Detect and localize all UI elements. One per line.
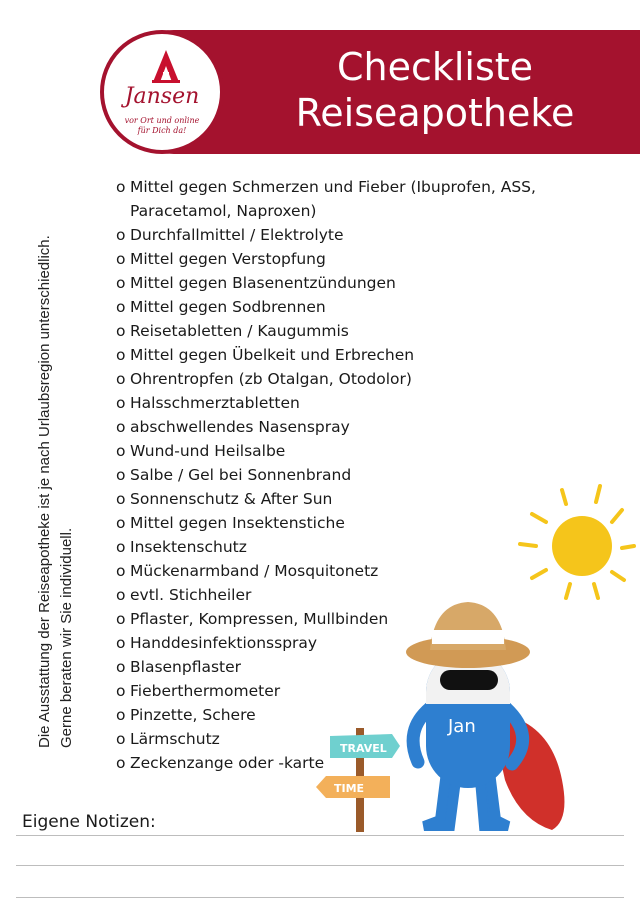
checklist-item[interactable]: [116, 439, 536, 463]
checkbox-icon[interactable]: o: [116, 322, 126, 340]
checklist-item-label: Halsschmerztabletten: [130, 394, 300, 412]
checklist-item[interactable]: [116, 271, 536, 295]
checkbox-icon[interactable]: o: [116, 658, 126, 676]
checkbox-icon[interactable]: o: [116, 610, 126, 628]
checkbox-icon[interactable]: o: [116, 418, 126, 436]
checkbox-icon[interactable]: o: [116, 370, 126, 388]
logo-name: Jansen: [124, 84, 200, 109]
checkbox-icon[interactable]: o: [116, 754, 126, 772]
checklist-item[interactable]: [116, 391, 536, 415]
checklist-item-label: Insektenschutz: [130, 538, 247, 556]
notes-line-1[interactable]: [16, 835, 624, 836]
checklist-item-label: Handdesinfektionsspray: [130, 634, 318, 652]
checklist-item-label: Mittel gegen Schmerzen und Fieber (Ibuprofen, ASS,: [130, 178, 536, 196]
notes-label: Eigene Notizen:: [22, 812, 156, 832]
side-note-line-2: Gerne beraten wir Sie individuell.: [58, 527, 75, 748]
checklist-item-label: Lärmschutz: [130, 730, 220, 748]
checklist-item-continuation: Paracetamol, Naproxen): [130, 202, 317, 220]
checkbox-icon[interactable]: o: [116, 706, 126, 724]
checkbox-icon[interactable]: o: [116, 634, 126, 652]
checkbox-icon[interactable]: o: [116, 298, 126, 316]
checklist-item[interactable]: [116, 343, 536, 367]
pharmacy-a-icon: [152, 48, 180, 84]
checklist-item-label: Wund-und Heilsalbe: [130, 442, 286, 460]
checklist-item[interactable]: [116, 367, 536, 391]
sun-disc: [552, 516, 612, 576]
checkbox-icon[interactable]: o: [116, 490, 126, 508]
checklist-item[interactable]: [116, 175, 536, 199]
checklist-item-label: Mittel gegen Übelkeit und Erbrechen: [130, 346, 415, 364]
checklist-item-label: Mittel gegen Insektenstiche: [130, 514, 345, 532]
pharmacy-logo: [100, 30, 224, 154]
title-line-2: Reiseapotheke: [295, 91, 575, 135]
checklist-item-label: abschwellendes Nasenspray: [130, 418, 350, 436]
checkbox-icon[interactable]: o: [116, 442, 126, 460]
checklist-item-label: Mittel gegen Verstopfung: [130, 250, 326, 268]
checklist-item-label: Reisetabletten / Kaugummis: [130, 322, 349, 340]
checkbox-icon[interactable]: o: [116, 178, 126, 196]
checkbox-icon[interactable]: o: [116, 682, 126, 700]
checklist-item-label: Blasenpflaster: [130, 658, 242, 676]
checkbox-icon[interactable]: o: [116, 562, 126, 580]
checkbox-icon[interactable]: o: [116, 226, 126, 244]
checklist-item-label: Fieberthermometer: [130, 682, 281, 700]
title-line-1: Checkliste: [336, 45, 534, 89]
pill-label: Jan: [448, 716, 476, 737]
sign-travel: TRAVEL: [340, 742, 387, 755]
sign-time: TIME: [334, 782, 365, 795]
checklist-item-label: Mittel gegen Blasenentzündungen: [130, 274, 396, 292]
checkbox-icon[interactable]: o: [116, 394, 126, 412]
checklist-item-label: Mittel gegen Sodbrennen: [130, 298, 326, 316]
checkbox-icon[interactable]: o: [116, 538, 126, 556]
logo-tagline-line-1: vor Ort und online: [124, 116, 200, 125]
logo-tagline: [104, 116, 220, 136]
checkbox-icon[interactable]: o: [116, 250, 126, 268]
checklist-item[interactable]: [116, 247, 536, 271]
checklist-item[interactable]: [116, 295, 536, 319]
mascot-illustration: [300, 480, 640, 840]
checklist-item[interactable]: [116, 319, 536, 343]
checkbox-icon[interactable]: o: [116, 346, 126, 364]
checklist-item-label: Ohrentropfen (zb Otalgan, Otodolor): [130, 370, 412, 388]
checklist-item-label: Salbe / Gel bei Sonnenbrand: [130, 466, 352, 484]
signpost-icon: [316, 728, 400, 832]
page-title: [240, 44, 630, 136]
checkbox-icon[interactable]: o: [116, 730, 126, 748]
hat-icon: [406, 602, 530, 668]
checklist-item[interactable]: [116, 415, 536, 439]
checkbox-icon[interactable]: o: [116, 586, 126, 604]
checklist-item-label: Zeckenzange oder -karte: [130, 754, 325, 772]
checklist-item-label: Durchfallmittel / Elektrolyte: [130, 226, 344, 244]
checklist-item-label: Pflaster, Kompressen, Mullbinden: [130, 610, 389, 628]
side-note: [34, 235, 78, 748]
logo-tagline-line-2: für Dich da!: [137, 126, 187, 135]
checkbox-icon[interactable]: o: [116, 514, 126, 532]
checklist-item[interactable]: [116, 223, 536, 247]
side-note-line-1: Die Ausstattung der Reiseapotheke ist je nach Urlaubsregion unterschiedlich.: [36, 235, 53, 748]
checkbox-icon[interactable]: o: [116, 466, 126, 484]
notes-line-3[interactable]: [16, 897, 624, 898]
checklist-item-label: Sonnenschutz & After Sun: [130, 490, 333, 508]
notes-line-2[interactable]: [16, 865, 624, 866]
checklist-item-label: Mückenarmband / Mosquitonetz: [130, 562, 379, 580]
checklist-item-label: evtl. Stichheiler: [130, 586, 252, 604]
checklist-item-label: Pinzette, Schere: [130, 706, 256, 724]
checkbox-icon[interactable]: o: [116, 274, 126, 292]
sunglasses-icon: [440, 670, 498, 690]
